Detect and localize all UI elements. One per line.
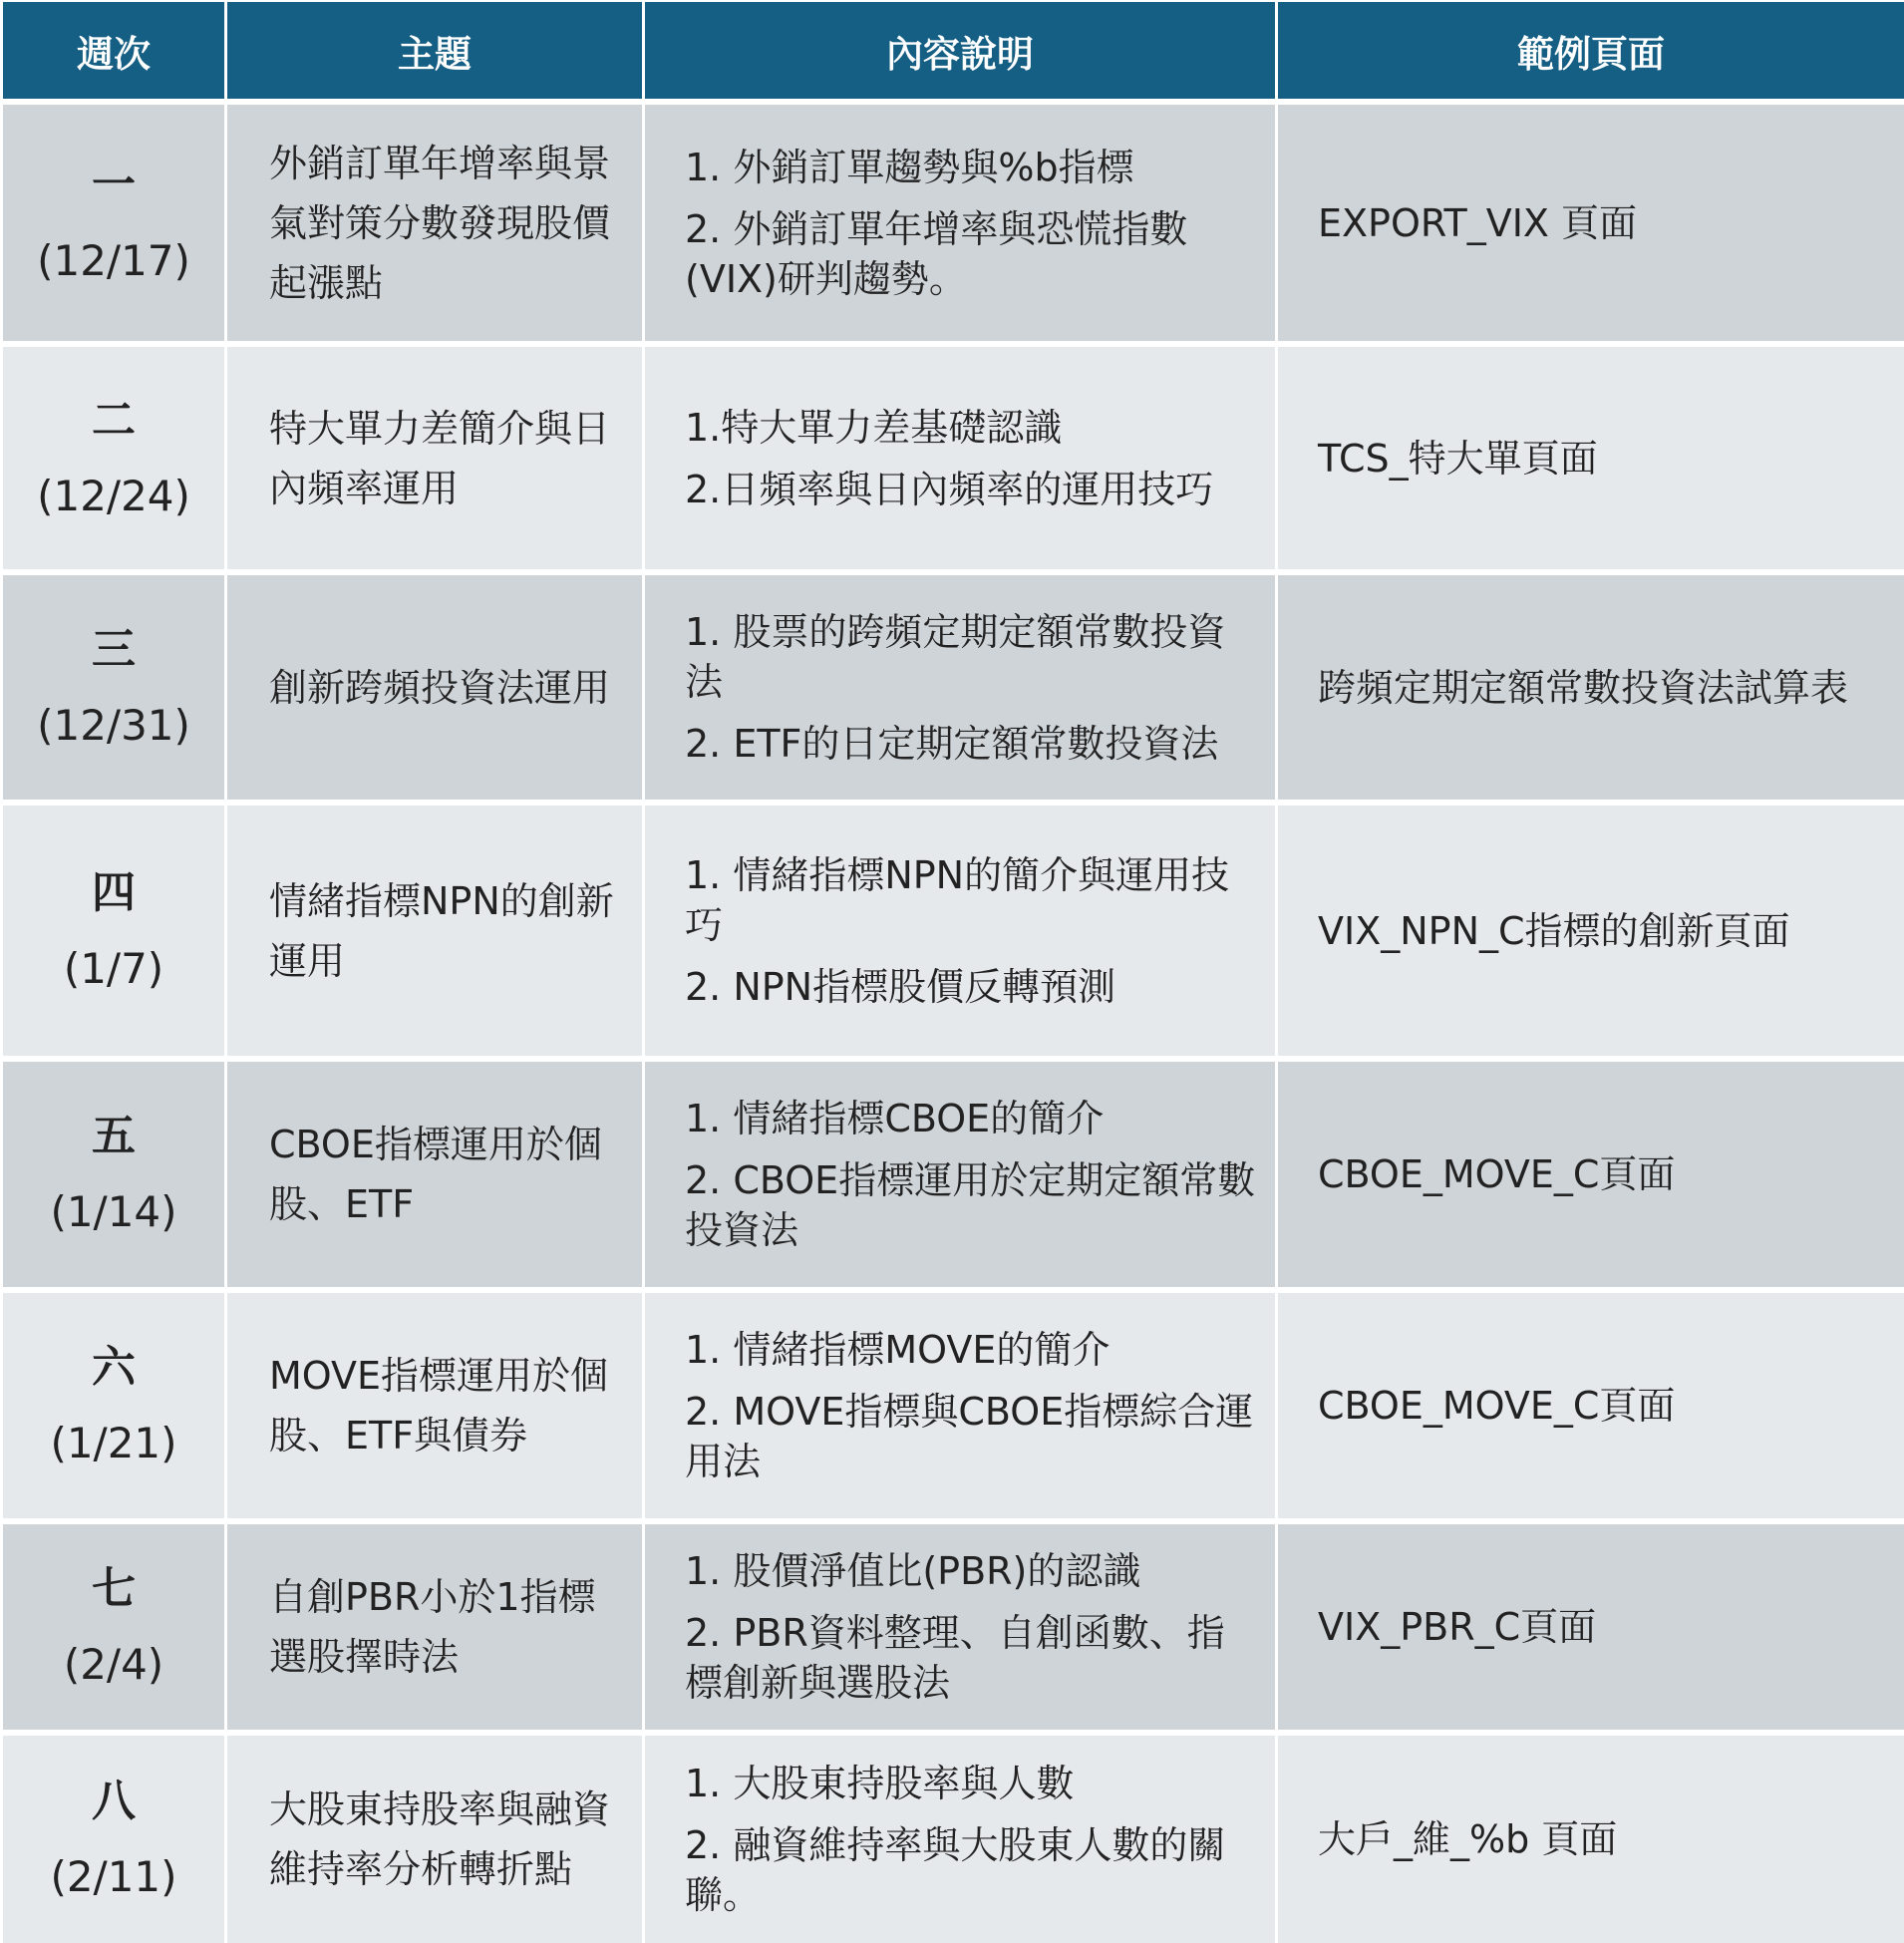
week-date: (12/24) xyxy=(37,471,190,520)
week-date: (12/17) xyxy=(37,235,190,285)
week-cell xyxy=(3,1062,224,1287)
description-cell xyxy=(645,1062,1275,1287)
example-page-cell: VIX_NPN_C指標的創新頁面 xyxy=(1278,806,1904,1056)
week-number: 一 xyxy=(92,159,136,210)
description-item: 2. CBOE指標運用於定期定額常數投資法 xyxy=(685,1158,1256,1252)
example-page-cell: CBOE_MOVE_C頁面 xyxy=(1278,1293,1904,1518)
description-cell xyxy=(645,1736,1275,1943)
description-item: 2. ETF的日定期定額常數投資法 xyxy=(685,721,1219,766)
description-item: 1. 情緒指標MOVE的簡介 xyxy=(685,1328,1111,1372)
description-cell xyxy=(645,806,1275,1056)
example-page-cell: 跨頻定期定額常數投資法試算表 xyxy=(1278,575,1904,800)
header-topic: 主題 xyxy=(227,2,642,99)
week-cell xyxy=(3,1524,224,1730)
description-item: 2. 融資維持率與大股東人數的關聯。 xyxy=(685,1823,1226,1917)
example-page-cell: VIX_PBR_C頁面 xyxy=(1278,1524,1904,1730)
example-page-cell: EXPORT_VIX 頁面 xyxy=(1278,105,1904,341)
topic-cell: 外銷訂單年增率與景氣對策分數發現股價起漲點 xyxy=(227,105,642,341)
week-number: 三 xyxy=(92,623,136,675)
description-item: 2. 外銷訂單年增率與恐慌指數(VIX)研判趨勢。 xyxy=(685,206,1188,301)
week-date: (12/31) xyxy=(37,700,190,750)
topic-cell: CBOE指標運用於個股、ETF xyxy=(227,1062,642,1287)
example-page-cell: TCS_特大單頁面 xyxy=(1278,347,1904,569)
header-example-page: 範例頁面 xyxy=(1278,2,1904,99)
week-cell xyxy=(3,1293,224,1518)
header-week: 週次 xyxy=(3,2,224,99)
description-item: 2.日頻率與日內頻率的運用技巧 xyxy=(685,467,1214,511)
week-number: 七 xyxy=(92,1563,136,1614)
example-page-cell: 大戶_維_%b 頁面 xyxy=(1278,1736,1904,1943)
description-item: 2. PBR資料整理、自創函數、指標創新與選股法 xyxy=(685,1611,1225,1705)
week-date: (1/7) xyxy=(63,943,164,993)
description-cell xyxy=(645,347,1275,569)
description-item: 1. 情緒指標NPN的簡介與運用技巧 xyxy=(685,852,1230,947)
week-cell xyxy=(3,347,224,569)
description-item: 1. 外銷訂單趨勢與%b指標 xyxy=(685,145,1134,189)
description-cell xyxy=(645,1524,1275,1730)
description-item: 2. MOVE指標與CBOE指標綜合運用法 xyxy=(685,1390,1254,1483)
week-cell xyxy=(3,105,224,341)
week-cell xyxy=(3,806,224,1056)
week-number: 四 xyxy=(92,866,136,918)
header-description: 內容說明 xyxy=(645,2,1275,99)
description-item: 1. 情緒指標CBOE的簡介 xyxy=(685,1097,1105,1140)
description-item: 1.特大單力差基礎認識 xyxy=(685,405,1063,450)
topic-cell: 自創PBR小於1指標選股擇時法 xyxy=(227,1524,642,1730)
description-item: 1. 大股東持股率與人數 xyxy=(685,1762,1075,1805)
topic-cell: 創新跨頻投資法運用 xyxy=(227,575,642,800)
week-date: (2/11) xyxy=(50,1852,177,1901)
topic-cell: 大股東持股率與融資維持率分析轉折點 xyxy=(227,1736,642,1943)
week-date: (1/14) xyxy=(50,1187,177,1236)
week-date: (1/21) xyxy=(50,1419,177,1467)
week-date: (2/4) xyxy=(63,1640,164,1689)
description-item: 1. 股價淨值比(PBR)的認識 xyxy=(685,1549,1141,1593)
topic-cell: 特大單力差簡介與日內頻率運用 xyxy=(227,347,642,569)
description-item: 2. NPN指標股價反轉預測 xyxy=(685,964,1116,1009)
description-cell xyxy=(645,575,1275,800)
week-number: 二 xyxy=(92,394,136,446)
description-item: 1. 股票的跨頻定期定額常數投資法 xyxy=(685,609,1226,704)
topic-cell: 情緒指標NPN的創新運用 xyxy=(227,806,642,1056)
week-number: 六 xyxy=(92,1342,136,1393)
description-cell xyxy=(645,105,1275,341)
week-number: 五 xyxy=(92,1111,136,1161)
example-page-cell: CBOE_MOVE_C頁面 xyxy=(1278,1062,1904,1287)
week-number: 八 xyxy=(92,1776,136,1826)
course-schedule-table xyxy=(3,2,1901,1917)
week-cell xyxy=(3,575,224,800)
description-cell xyxy=(645,1293,1275,1518)
topic-cell: MOVE指標運用於個股、ETF與債券 xyxy=(227,1293,642,1518)
week-cell xyxy=(3,1736,224,1943)
